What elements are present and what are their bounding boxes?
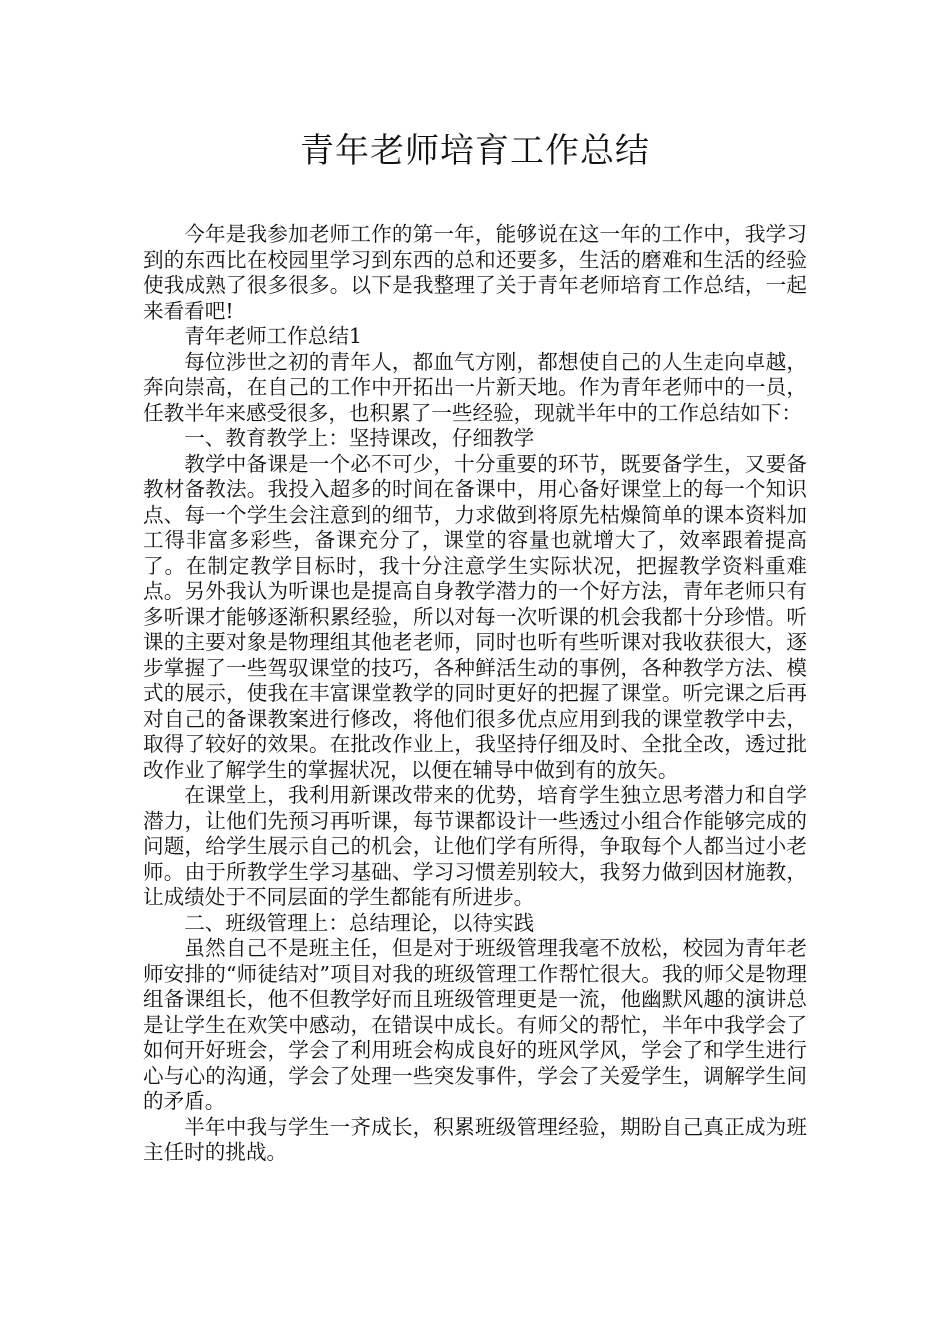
paragraph: 每位涉世之初的青年人，都血气方刚，都想使自己的人生走向卓越，奔向崇高，在自己的工作中开拓出一片新天地。作为青年老师中的一员，任教半年来感受很多，也积累了一些经验，现就半年中的工作总结如下： xyxy=(143,349,807,425)
intro-paragraph: 今年是我参加老师工作的第一年，能够说在这一年的工作中，我学习到的东西比在校园里学习到东西的总和还要多，生活的磨难和生活的经验使我成熟了很多很多。以下是我整理了关于青年老师培育工作总结，一起来看看吧! xyxy=(143,222,807,323)
section-heading-teaching: 一、教育教学上：坚持课改，仔细教学 xyxy=(184,426,535,450)
document-title: 青年老师培育工作总结 xyxy=(300,131,650,171)
document-body xyxy=(143,222,807,1166)
paragraph: 虽然自己不是班主任，但是对于班级管理我毫不放松，校园为青年老师安排的“师徒结对”项目对我的班级管理工作帮忙很大。我的师父是物理组备课组长，他不但教学好而且班级管理更是一流，他幽默风趣的演讲总是让学生在欢笑中感动，在错误中成长。有师父的帮忙，半年中我学会了如何开好班会，学会了利用班会构成良好的班风学风，学会了和学生进行心与心的沟通，学会了处理一些突发事件，学会了关爱学生，调解学生间的矛盾。 xyxy=(143,936,807,1113)
section-heading-class-management: 二、班级管理上：总结理论，以待实践 xyxy=(184,910,535,935)
paragraph: 教学中备课是一个必不可少，十分重要的环节，既要备学生，又要备教材备教法。我投入超多的时间在备课中，用心备好课堂上的每一个知识点、每一个学生会注意到的细节，力求做到将原先枯燥简单的课本资料加工得非富多彩些，备课充分了，课堂的容量也就增大了，效率跟着提高了。在制定教学目标时，我十分注意学生实际状况，把握教学资料重难点。另外我认为听课也是提高自身教学潜力的一个好方法，青年老师只有多听课才能够逐渐积累经验，所以对每一次听课的机会我都十分珍惜。听课的主要对象是物理组其他老老师，同时也听有些听课对我收获很大，逐步掌握了一些驾驭课堂的技巧，各种鲜活生动的事例，各种教学方法、模式的展示，使我在丰富课堂教学的同时更好的把握了课堂。听完课之后再对自己的备课教案进行修改，将他们很多优点应用到我的课堂教学中去，取得了较好的效果。在批改作业上，我坚持仔细及时、全批全改，透过批改作业了解学生的掌握状况，以便在辅导中做到有的放矢。 xyxy=(143,451,807,782)
paragraph: 在课堂上，我利用新课改带来的优势，培育学生独立思考潜力和自学潜力，让他们先预习再听课，每节课都设计一些透过小组合作能够完成的问题，给学生展示自己的机会，让他们学有所得，争取每个人都当过小老师。由于所教学生学习基础、学习习惯差别较大，我努力做到因材施教，让成绩处于不同层面的学生都能有所进步。 xyxy=(143,783,807,909)
paragraph: 半年中我与学生一齐成长，积累班级管理经验，期盼自己真正成为班主任时的挑战。 xyxy=(143,1114,807,1164)
section-heading-summary-1: 青年老师工作总结1 xyxy=(184,324,363,348)
